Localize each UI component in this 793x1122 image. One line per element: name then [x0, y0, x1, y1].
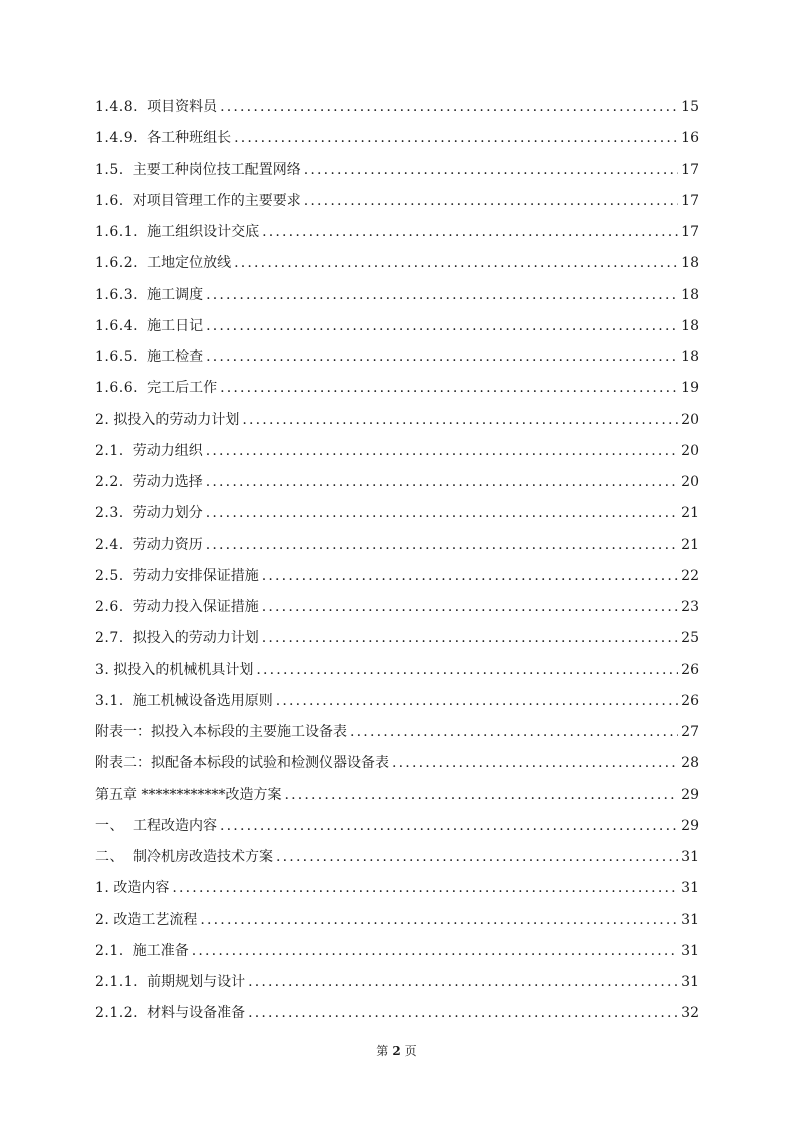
toc-entry-title: 劳动力安排保证措施 — [132, 567, 259, 584]
toc-entry[interactable] — [95, 280, 699, 311]
toc-entry[interactable] — [95, 436, 699, 467]
toc-entry[interactable] — [95, 686, 699, 717]
toc-entry-page: 31 — [681, 849, 699, 865]
toc-entry-page: 26 — [681, 661, 699, 678]
toc-dot-leader — [242, 405, 678, 436]
toc-entry-number: 2.4. — [95, 536, 124, 553]
toc-entry-page: 16 — [681, 130, 699, 147]
toc-dot-leader — [262, 592, 678, 623]
toc-entry-number: 2.1. — [95, 942, 124, 959]
toc-entry-title: 施工机械设备选用原则 — [132, 692, 273, 709]
toc-dot-leader — [284, 780, 678, 811]
toc-entry[interactable] — [95, 780, 699, 811]
toc-entry-page: 31 — [681, 942, 699, 959]
toc-entry-number: 1.6.2. — [95, 255, 139, 272]
toc-dot-leader — [234, 123, 678, 154]
toc-entry[interactable] — [95, 873, 699, 904]
toc-entry-page: 22 — [681, 567, 699, 584]
toc-entry[interactable] — [95, 123, 699, 154]
toc-entry[interactable] — [95, 811, 699, 842]
toc-entry-page: 18 — [681, 255, 699, 272]
toc-entry-number: 3.1. — [95, 692, 124, 709]
toc-entry-title: 劳动力划分 — [132, 505, 203, 522]
toc-entry[interactable] — [95, 623, 699, 654]
toc-entry-page: 21 — [681, 536, 699, 553]
toc-entry-page: 23 — [681, 599, 699, 615]
toc-dot-leader — [192, 936, 678, 967]
toc-entry-title: 材料与设备准备 — [147, 1005, 246, 1022]
footer-suffix: 页 — [404, 1044, 417, 1058]
toc-entry[interactable] — [95, 467, 699, 498]
toc-entry[interactable] — [95, 405, 699, 436]
toc-entry-page: 18 — [681, 317, 699, 334]
toc-entry[interactable] — [95, 248, 699, 279]
toc-entry-title: 前期规划与设计 — [147, 974, 246, 990]
toc-entry-number: 1.4.8. — [95, 99, 139, 115]
toc-dot-leader — [206, 280, 678, 311]
toc-entry[interactable] — [95, 186, 699, 217]
toc-entry-title: 对项目管理工作的主要要求 — [132, 192, 301, 209]
toc-dot-leader — [206, 530, 678, 561]
toc-dot-leader — [262, 623, 678, 654]
page-footer — [0, 1042, 793, 1059]
toc-dot-leader — [262, 561, 678, 592]
toc-entry-number: 2.1.1. — [95, 974, 139, 990]
toc-dot-leader — [392, 748, 678, 779]
toc-entry-page: 15 — [681, 99, 699, 115]
toc-entry[interactable] — [95, 967, 699, 998]
toc-entry-page: 31 — [681, 911, 699, 928]
toc-dot-leader — [206, 498, 678, 529]
toc-entry-page: 29 — [681, 817, 699, 834]
toc-entry[interactable] — [95, 842, 699, 873]
toc-entry-number: 1.6.3. — [95, 286, 139, 303]
toc-entry-number: 2.6. — [95, 599, 124, 615]
toc-entry[interactable] — [95, 936, 699, 967]
toc-entry[interactable] — [95, 717, 699, 748]
toc-entry-page: 31 — [681, 880, 699, 897]
toc-entry-title: 施工调度 — [147, 286, 204, 303]
toc-entry-page: 31 — [681, 974, 699, 990]
toc-dot-leader — [262, 217, 678, 248]
toc-entry-number: 2.1. — [95, 442, 124, 459]
toc-dot-leader — [220, 92, 678, 123]
toc-entry[interactable] — [95, 92, 699, 123]
toc-dot-leader — [172, 873, 678, 904]
toc-entry-number: 1.6.5. — [95, 349, 139, 365]
toc-entry[interactable] — [95, 155, 699, 186]
toc-dot-leader — [304, 186, 678, 217]
toc-entry-page: 21 — [681, 505, 699, 522]
toc-entry-page: 18 — [681, 349, 699, 365]
toc-entry-page: 17 — [681, 224, 699, 240]
toc-entry-page: 17 — [681, 161, 699, 178]
toc-entry[interactable] — [95, 217, 699, 248]
toc-entry-page: 32 — [681, 1005, 699, 1022]
toc-entry-title: 施工组织设计交底 — [147, 224, 260, 240]
footer-page-number: 2 — [392, 1044, 401, 1058]
toc-entry-page: 18 — [681, 286, 699, 303]
toc-entry-number: 1.6. — [95, 192, 124, 209]
toc-entry-title: 劳动力资历 — [132, 536, 203, 553]
toc-entry-page: 20 — [681, 442, 699, 459]
toc-entry-title: 工地定位放线 — [147, 255, 232, 272]
toc-dot-leader — [256, 655, 678, 686]
toc-entry-number: 3. — [95, 661, 110, 678]
toc-dot-leader — [206, 436, 678, 467]
toc-entry-page: 20 — [681, 474, 699, 490]
toc-entry[interactable] — [95, 748, 699, 779]
toc-entry-title: 施工日记 — [147, 317, 204, 334]
toc-dot-leader — [304, 155, 678, 186]
toc-entry-title: 劳动力投入保证措施 — [132, 599, 259, 615]
toc-entry-page: 19 — [681, 380, 699, 397]
toc-entry-number: 1.6.6. — [95, 380, 139, 397]
toc-entry-page: 27 — [681, 724, 699, 740]
toc-entry-number: 1.5. — [95, 161, 124, 178]
toc-dot-leader — [220, 373, 678, 404]
toc-entry-title: 拟投入的劳动力计划 — [132, 630, 259, 647]
toc-entry-page: 25 — [681, 630, 699, 647]
toc-entry-number: 1.6.4. — [95, 317, 139, 334]
toc-dot-leader — [276, 686, 678, 717]
toc-entry-number: 2.5. — [95, 567, 124, 584]
toc-entry-title: 改造内容 — [113, 880, 170, 897]
toc-entry-title: 附表二：拟配备本标段的试验和检测仪器设备表 — [95, 755, 389, 772]
toc-entry-title: 项目资料员 — [147, 99, 218, 115]
toc-entry-number: 2.1.2. — [95, 1005, 139, 1022]
toc-entry-title: 施工检查 — [147, 349, 204, 365]
toc-entry-title: 主要工种岗位技工配置网络 — [132, 161, 301, 178]
toc-entry-title: 改造工艺流程 — [113, 911, 198, 928]
toc-entry-number: 二、 — [95, 849, 124, 865]
toc-entry-title: 劳动力选择 — [132, 474, 203, 490]
toc-entry-title: 拟投入的劳动力计划 — [113, 411, 240, 428]
toc-entry[interactable] — [95, 373, 699, 404]
toc-entry-number: 2.3. — [95, 505, 124, 522]
toc-entry-number: 1. — [95, 880, 110, 897]
toc-dot-leader — [206, 311, 678, 342]
toc-entry[interactable] — [95, 498, 699, 529]
toc-entry-title: 工程改造内容 — [133, 817, 217, 834]
toc-entry[interactable] — [95, 311, 699, 342]
toc-entry[interactable] — [95, 342, 699, 373]
toc-entry-title: 第五章 ************改造方案 — [95, 786, 282, 803]
toc-entry-page: 29 — [681, 786, 699, 803]
toc-entry-number: 2.2. — [95, 474, 124, 490]
toc-entry-title: 劳动力组织 — [132, 442, 203, 459]
toc-dot-leader — [248, 967, 678, 998]
toc-entry[interactable] — [95, 655, 699, 686]
toc-entry-page: 26 — [681, 692, 699, 709]
toc-entry[interactable] — [95, 561, 699, 592]
toc-dot-leader — [220, 811, 678, 842]
toc-entry-number: 2.7. — [95, 630, 124, 647]
toc-entry-title: 施工准备 — [132, 942, 189, 959]
toc-dot-leader — [234, 248, 678, 279]
table-of-contents — [95, 92, 699, 1030]
toc-dot-leader — [206, 342, 678, 373]
toc-entry[interactable] — [95, 998, 699, 1029]
toc-entry-page: 20 — [681, 411, 699, 428]
toc-entry-title: 各工种班组长 — [147, 130, 232, 147]
toc-entry-page: 28 — [681, 755, 699, 772]
toc-entry-number: 2. — [95, 911, 110, 928]
toc-dot-leader — [276, 842, 678, 873]
toc-entry-title: 制冷机房改造技术方案 — [133, 849, 273, 865]
toc-entry-number: 1.6.1. — [95, 224, 139, 240]
toc-dot-leader — [350, 717, 678, 748]
toc-dot-leader — [206, 467, 678, 498]
toc-entry-title: 拟投入的机械机具计划 — [113, 661, 254, 678]
toc-entry-number: 2. — [95, 411, 110, 428]
toc-entry-title: 完工后工作 — [147, 380, 218, 397]
footer-prefix: 第 — [376, 1044, 389, 1058]
toc-entry[interactable] — [95, 530, 699, 561]
toc-dot-leader — [248, 998, 678, 1029]
toc-entry-number: 一、 — [95, 817, 124, 834]
toc-dot-leader — [200, 905, 678, 936]
toc-entry-number: 1.4.9. — [95, 130, 139, 147]
toc-entry[interactable] — [95, 592, 699, 623]
toc-entry[interactable] — [95, 905, 699, 936]
toc-entry-page: 17 — [681, 192, 699, 209]
toc-entry-title: 附表一：拟投入本标段的主要施工设备表 — [95, 724, 347, 740]
